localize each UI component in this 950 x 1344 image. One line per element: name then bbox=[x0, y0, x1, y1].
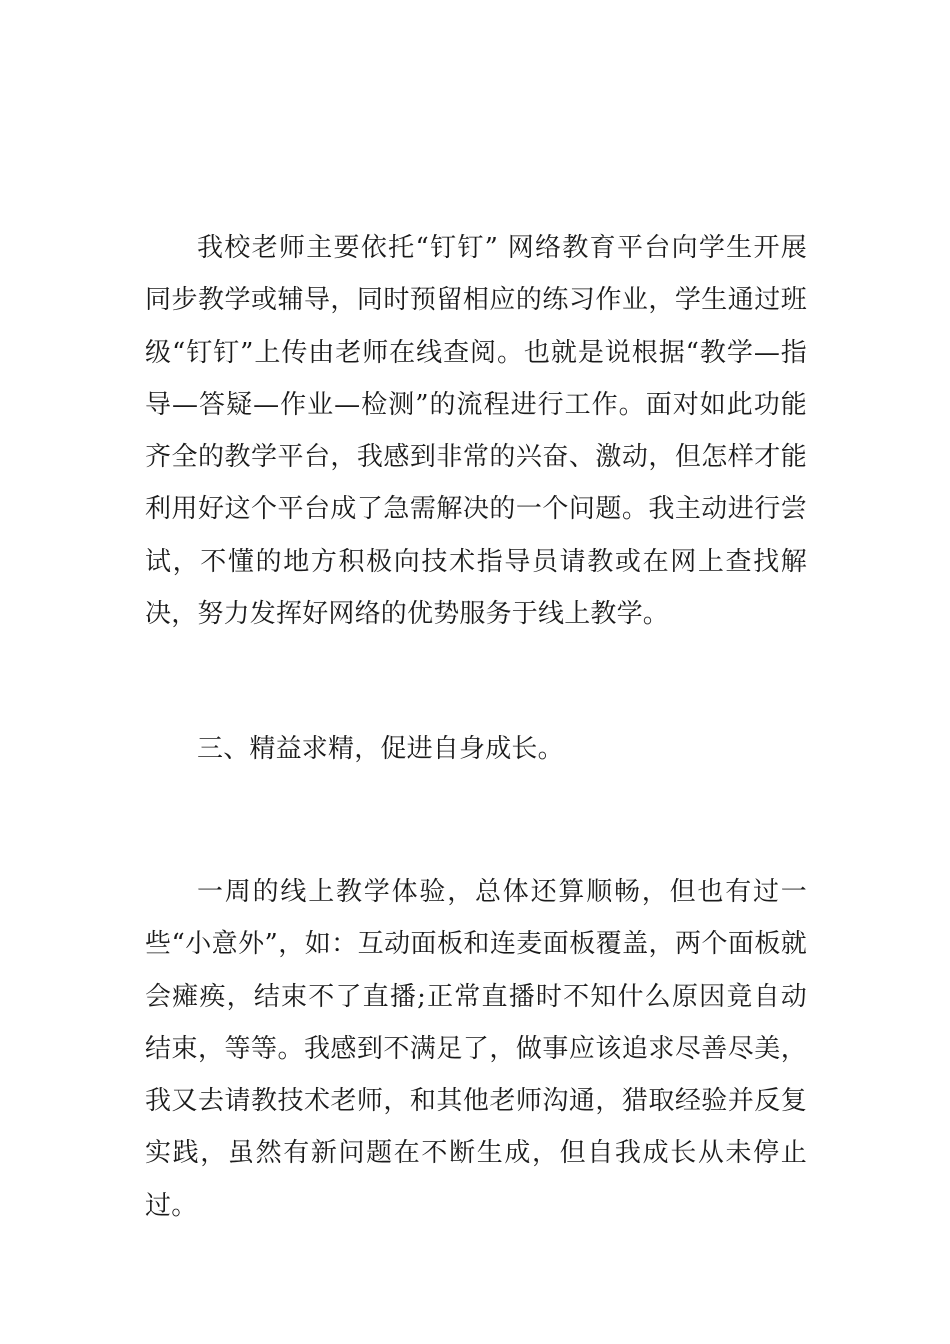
body-paragraph: 一周的线上教学体验，总体还算顺畅，但也有过一些“小意外”，如：互动面板和连麦面板覆盖，两个面板就会瘫痪，结束不了直播;正常直播时不知什么原因竟自动结束，等等。我感到不满足了，做事应该追求尽善尽美，我又去请教技术老师，和其他老师沟通，猎取经验并反复实践，虽然有新问题在不断生成，但自我成长从未停止过。 bbox=[145, 877, 807, 1221]
body-paragraph: 我校老师主要依托“钉钉” 网络教育平台向学生开展同步教学或辅导，同时预留相应的练习作业，学生通过班级“钉钉”上传由老师在线查阅。也就是说根据“教学—指导—答疑—作业—检测”的流程进行工作。面对如此功能齐全的教学平台，我感到非常的兴奋、激动，但怎样才能利用好这个平台成了急需解决的一个问题。我主动进行尝试，不懂的地方积极向技术指导员请教或在网上查找解决，努力发挥好网络的优势服务于线上教学。 bbox=[145, 233, 807, 630]
section-heading: 三、精益求精，促进自身成长。 bbox=[197, 734, 564, 764]
